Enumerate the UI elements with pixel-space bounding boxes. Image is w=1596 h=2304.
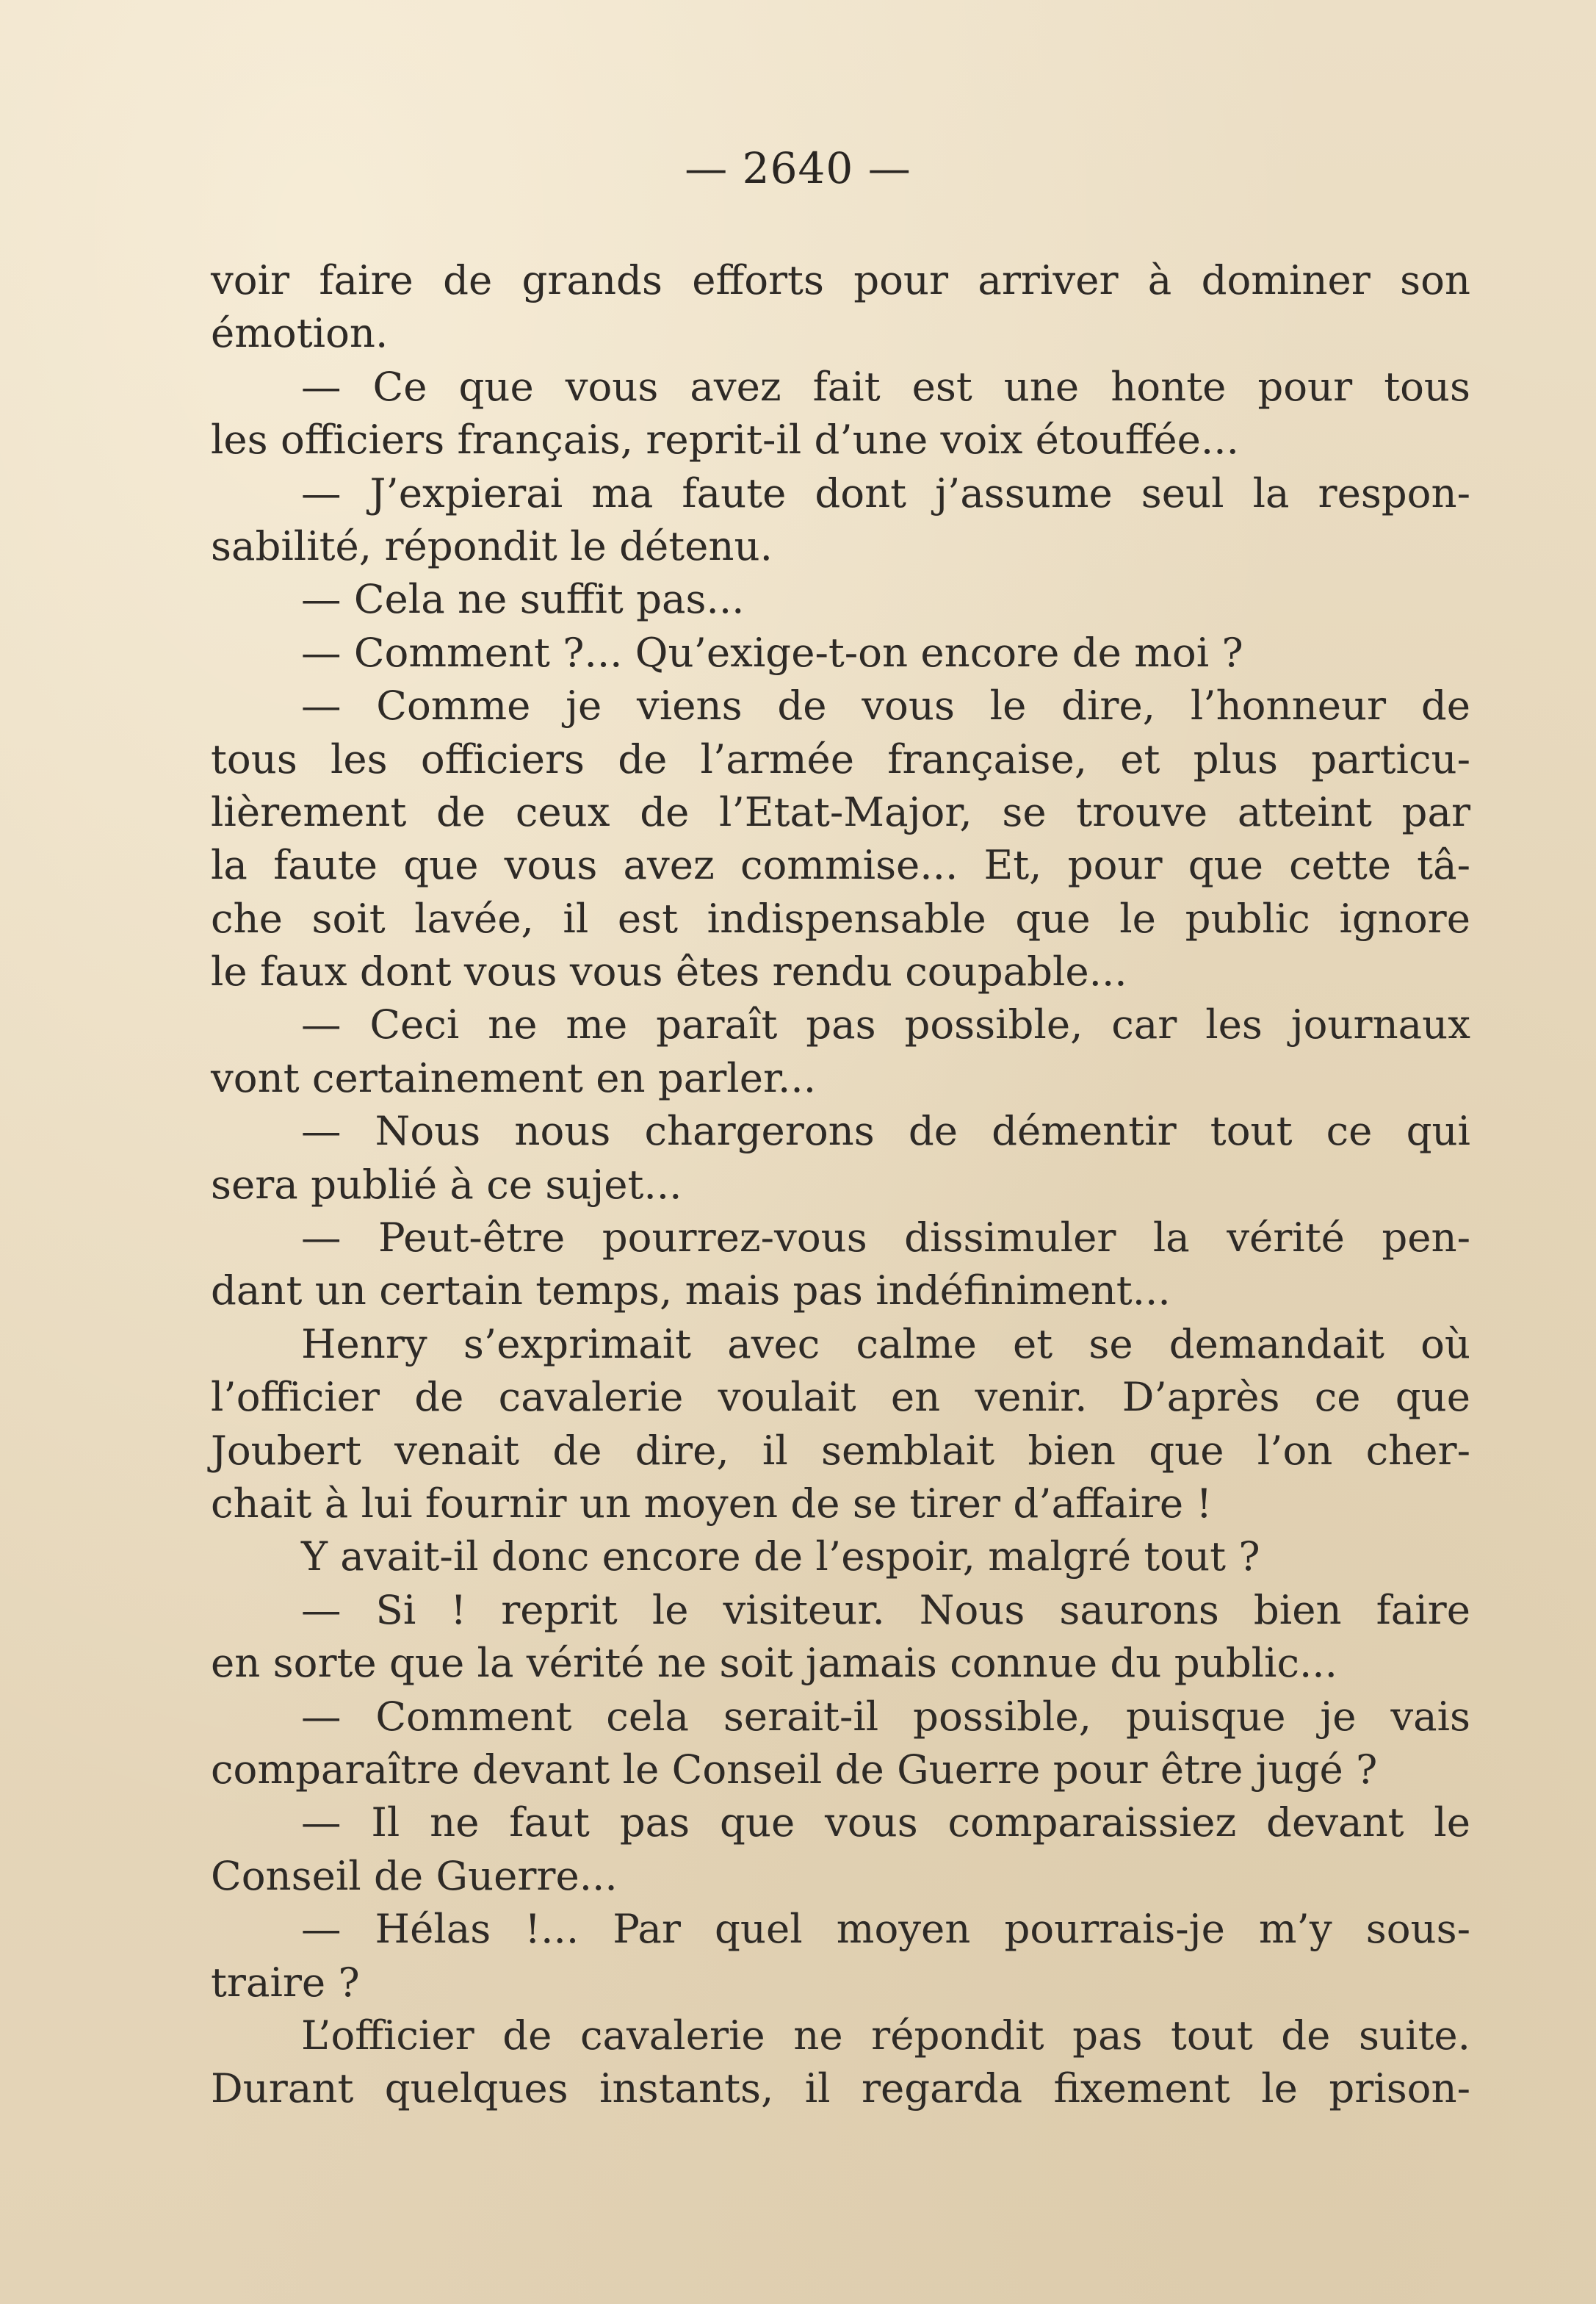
text-line: L’officier de cavalerie ne répondit pas tout de suite. bbox=[301, 2011, 1470, 2059]
text-line: vont certainement en parler... bbox=[211, 1054, 817, 1101]
text-line: chait à lui fournir un moyen de se tirer d’affaire ! bbox=[211, 1479, 1213, 1527]
text-line: comparaître devant le Conseil de Guerre pour être jugé ? bbox=[211, 1745, 1378, 1793]
text-line: — Cela ne suffit pas... bbox=[301, 575, 745, 623]
text-line: tous les officiers de l’armée française, et plus particu- bbox=[211, 735, 1470, 782]
text-line: en sorte que la vérité ne soit jamais connue du public... bbox=[211, 1639, 1337, 1687]
text-line: — Comment cela serait-il possible, puisque je vais bbox=[301, 1692, 1470, 1740]
text-line: voir faire de grands efforts pour arriver à dominer son bbox=[211, 256, 1470, 303]
text-line: émotion. bbox=[211, 309, 389, 357]
text-line: — Comment ?... Qu’exige-t-on encore de moi ? bbox=[301, 628, 1243, 676]
text-line: les officiers français, reprit-il d’une voix étouffée... bbox=[211, 416, 1239, 464]
text-line: — Il ne faut pas que vous comparaissiez devant le bbox=[301, 1799, 1470, 1846]
text-line: — Hélas !... Par quel moyen pourrais-je m’y sous- bbox=[301, 1905, 1470, 1953]
text-line: le faux dont vous vous êtes rendu coupable... bbox=[211, 948, 1127, 996]
body-text bbox=[211, 253, 1470, 2115]
text-line: l’officier de cavalerie voulait en venir. D’après ce que bbox=[211, 1373, 1470, 1421]
text-line: — J’expierai ma faute dont j’assume seul la respon- bbox=[301, 469, 1470, 516]
text-line: dant un certain temps, mais pas indéfiniment... bbox=[211, 1267, 1171, 1314]
text-line: che soit lavée, il est indispensable que le public ignore bbox=[211, 894, 1470, 942]
text-line: — Comme je viens de vous le dire, l’honneur de bbox=[301, 682, 1470, 730]
text-line: — Ceci ne me paraît pas possible, car les journaux bbox=[301, 1001, 1470, 1048]
text-line: traire ? bbox=[211, 1958, 360, 2006]
text-line: — Nous nous chargerons de démentir tout ce qui bbox=[301, 1107, 1470, 1155]
text-line: sera publié à ce sujet... bbox=[211, 1160, 682, 1208]
text-line: la faute que vous avez commise... Et, pour que cette tâ- bbox=[211, 841, 1470, 889]
page-number: — 2640 — bbox=[685, 143, 911, 193]
text-line: sabilité, répondit le détenu. bbox=[211, 522, 773, 569]
text-line: — Si ! reprit le visiteur. Nous saurons bien faire bbox=[301, 1585, 1470, 1633]
text-line: Henry s’exprimait avec calme et se demandait où bbox=[301, 1320, 1470, 1367]
text-line: Joubert venait de dire, il semblait bien que l’on cher- bbox=[211, 1426, 1470, 1474]
text-line: Y avait-il donc encore de l’espoir, malgré tout ? bbox=[301, 1533, 1260, 1580]
text-line: lièrement de ceux de l’Etat-Major, se trouve atteint par bbox=[211, 788, 1470, 835]
text-line: — Ce que vous avez fait est une honte pour tous bbox=[301, 362, 1470, 410]
text-line: Durant quelques instants, il regarda fixement le prison- bbox=[211, 2064, 1470, 2112]
text-line: — Peut-être pourrez-vous dissimuler la vérité pen- bbox=[301, 1214, 1470, 1261]
text-line: Conseil de Guerre... bbox=[211, 1851, 618, 1899]
